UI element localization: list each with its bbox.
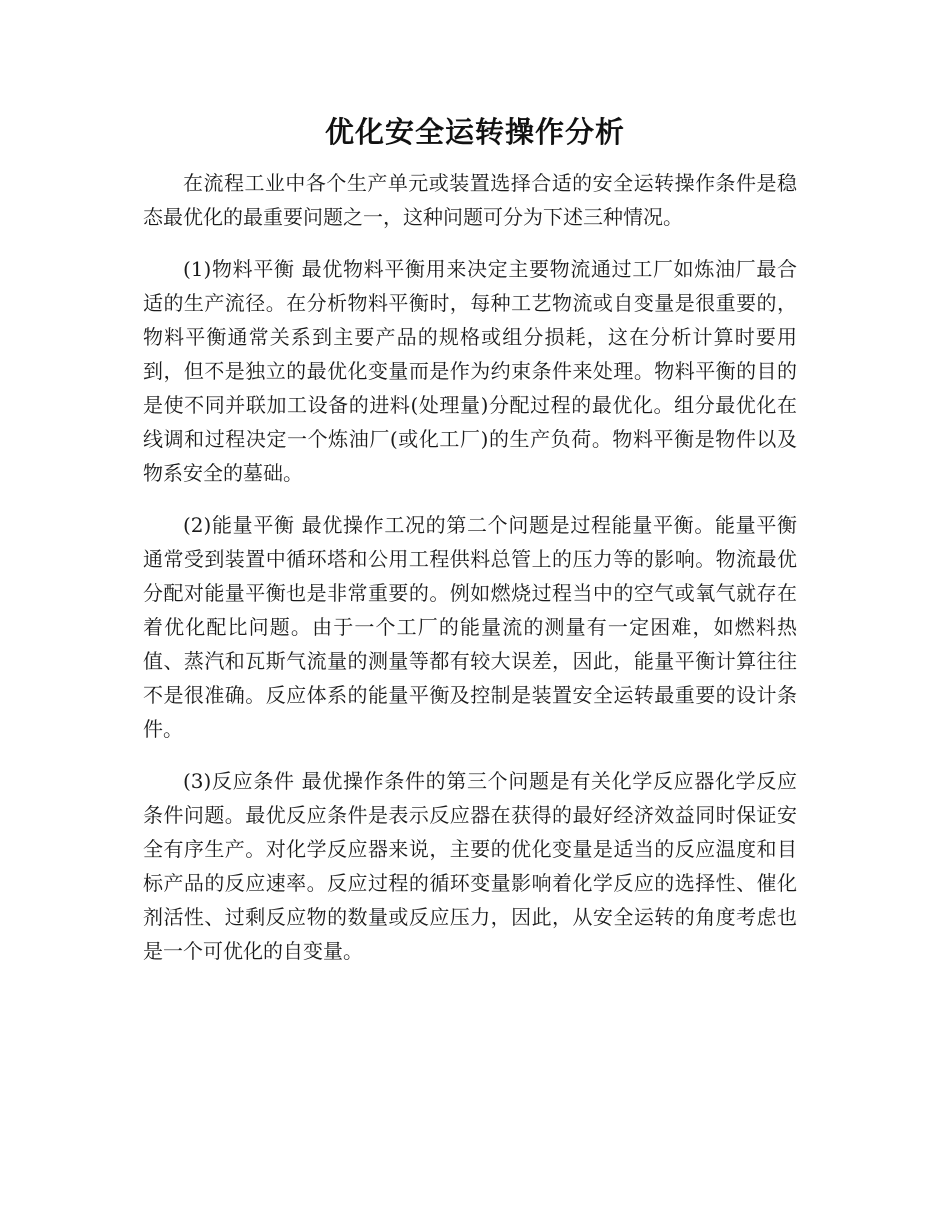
paragraph-reaction-conditions: (3)反应条件 最优操作条件的第三个问题是有关化学反应器化学反应条件问题。最优反应条件是表示反应器在获得的最好经济效益同时保证安全有序生产。对化学反应器来说，主要的优化变量是适当的反应温度和目标产品的反应速率。反应过程的循环变量影响着化学反应的选择性、催化剂活性、过剩反应物的数量或反应压力，因此，从安全运转的角度考虑也是一个可优化的自变量。 [143,769,797,963]
paragraph-energy-balance: (2)能量平衡 最优操作工况的第二个问题是过程能量平衡。能量平衡通常受到装置中循环塔和公用工程供料总管上的压力等的影响。物流最优分配对能量平衡也是非常重要的。例如燃烧过程当中的空气或氧气就存在着优化配比问题。由于一个工厂的能量流的测量有一定困难，如燃料热值、蒸汽和瓦斯气流量的测量等都有较大误差，因此，能量平衡计算往往不是很准确。反应体系的能量平衡及控制是装置安全运转最重要的设计条件。 [143,513,797,741]
document-body [143,166,797,986]
page-title: 优化安全运转操作分析 [324,115,625,149]
paragraph-intro: 在流程工业中各个生产单元或装置选择合适的安全运转操作条件是稳态最优化的最重要问题之一，这种问题可分为下述三种情况。 [143,171,797,229]
paragraph-material-balance: (1)物料平衡 最优物料平衡用来决定主要物流通过工厂如炼油厂最合适的生产流径。在分析物料平衡时，每种工艺物流或自变量是很重要的，物料平衡通常关系到主要产品的规格或组分损耗，这在分析计算时要用到，但不是独立的最优化变量而是作为约束条件来处理。物料平衡的目的是使不同并联加工设备的进料(处理量)分配过程的最优化。组分最优化在线调和过程决定一个炼油厂(或化工厂)的生产负荷。物料平衡是物件以及物系安全的墓础。 [143,257,797,485]
